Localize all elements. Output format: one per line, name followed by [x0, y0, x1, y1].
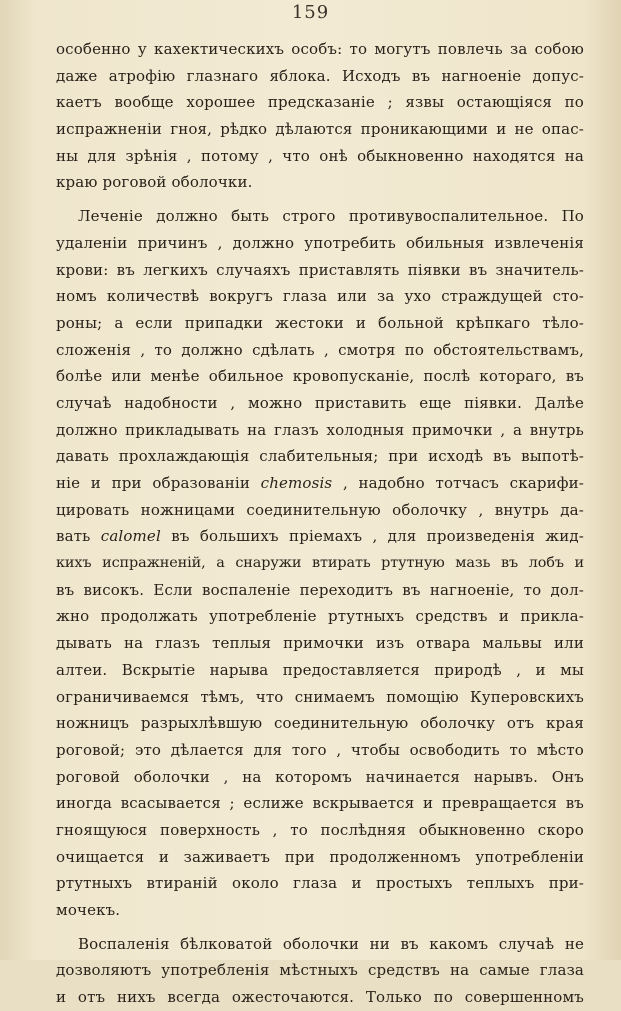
text-line: номъ количествѣ вокругъ глаза или за ухо страждущей сто-	[56, 287, 584, 306]
text-line: даже атрофію глазнаго яблока. Исходъ въ нагноеніе допус-	[56, 66, 584, 85]
paragraph-3	[56, 931, 584, 1011]
text-line: должно прикладывать на глазъ холодныя примочки , а внутрь	[56, 420, 584, 439]
latin-term: chemosis	[260, 474, 333, 492]
latin-term: calomel	[100, 527, 161, 546]
text-line: цировать ножницами соединительную оболочку , внутрь да-	[56, 500, 584, 519]
text-line: очищается и заживаетъ при продолженномъ употребленіи	[56, 847, 584, 866]
text-line: кихъ испражненій, а снаружи втирать ртутную мазь въ лобъ и	[56, 555, 584, 572]
text-line: ны для зрѣнія , потому , что онѣ обыкновенно находятся на	[56, 146, 584, 165]
paragraph-2	[56, 203, 584, 924]
text-line: удаленіи причинъ , должно употребить обильныя извлеченія	[56, 233, 584, 252]
text-line: особенно у кахектическихъ особъ: то могутъ повлечь за собою	[56, 40, 584, 58]
text-line: краю роговой оболочки.	[56, 173, 253, 192]
text-line: ртутныхъ втираній около глаза и простыхъ теплыхъ при-	[56, 874, 584, 893]
text-line: дывать на глазъ теплыя примочки изъ отвара мальвы или	[56, 634, 584, 653]
paragraph-1	[56, 36, 584, 196]
text-line: дозволяютъ употребленія мѣстныхъ средствъ на самые глаза	[56, 961, 584, 980]
text-line: крови: въ легкихъ случаяхъ приставлять піявки въ значитель-	[56, 260, 584, 279]
text-line: иногда всасывается ; еслиже вскрывается и превращается въ	[56, 794, 584, 813]
text-line: ножницъ разрыхлѣвшую соединительную оболочку отъ края	[56, 714, 584, 733]
text-line: гноящуюся поверхность , то послѣдняя обыкновенно скоро	[56, 820, 584, 839]
text-line: мочекъ.	[56, 901, 121, 919]
text-line: ограничиваемся тѣмъ, что снимаемъ помощію Куперовскихъ	[56, 687, 584, 706]
text-line: каетъ вообще хорошее предсказаніе ; язвы остающіяся по	[56, 93, 584, 112]
page-body	[56, 36, 584, 1011]
text-line: въ високъ. Если воспаленіе переходитъ въ нагноеніе, то дол-	[56, 580, 584, 599]
text-line: давать прохлаждающія слабительныя; при исходѣ въ выпотѣ-	[56, 447, 584, 466]
text-line: роны; а если припадки жестоки и больной крѣпкаго тѣло-	[56, 313, 584, 332]
page-number: 159	[291, 2, 330, 23]
text-line: вать calomel въ большихъ пріемахъ , для произведенія жид-	[56, 527, 584, 546]
text-line: и отъ нихъ всегда ожесточаются. Только по совершенномъ	[56, 988, 584, 1007]
text-line: роговой оболочки , на которомъ начинается нарывъ. Онъ	[56, 767, 584, 786]
text-line: Воспаленія бѣлковатой оболочки ни въ какомъ случаѣ не	[78, 934, 584, 953]
text-line: Леченіе должно быть строго противувоспалительное. По	[78, 207, 584, 226]
text-line: жно продолжать употребленіе ртутныхъ средствъ и прикла-	[56, 607, 584, 626]
text-line: болѣе или менѣе обильное кровопусканіе, послѣ котораго, въ	[56, 367, 584, 386]
text-line: случаѣ надобности , можно приставить еще піявки. Далѣе	[56, 393, 584, 412]
text-line: сложенія , то должно сдѣлать , смотря по обстоятельствамъ,	[56, 340, 584, 359]
text-line: испражненіи гноя, рѣдко дѣлаются проникающими и не опас-	[56, 120, 584, 139]
text-line: ніе и при образованіи chemosis , надобно тотчасъ скарифи-	[56, 474, 585, 492]
text-line: роговой; это дѣлается для того , чтобы освободить то мѣсто	[56, 740, 584, 759]
text-line: алтеи. Вскрытіе нарыва предоставляется природѣ , и мы	[56, 660, 584, 679]
